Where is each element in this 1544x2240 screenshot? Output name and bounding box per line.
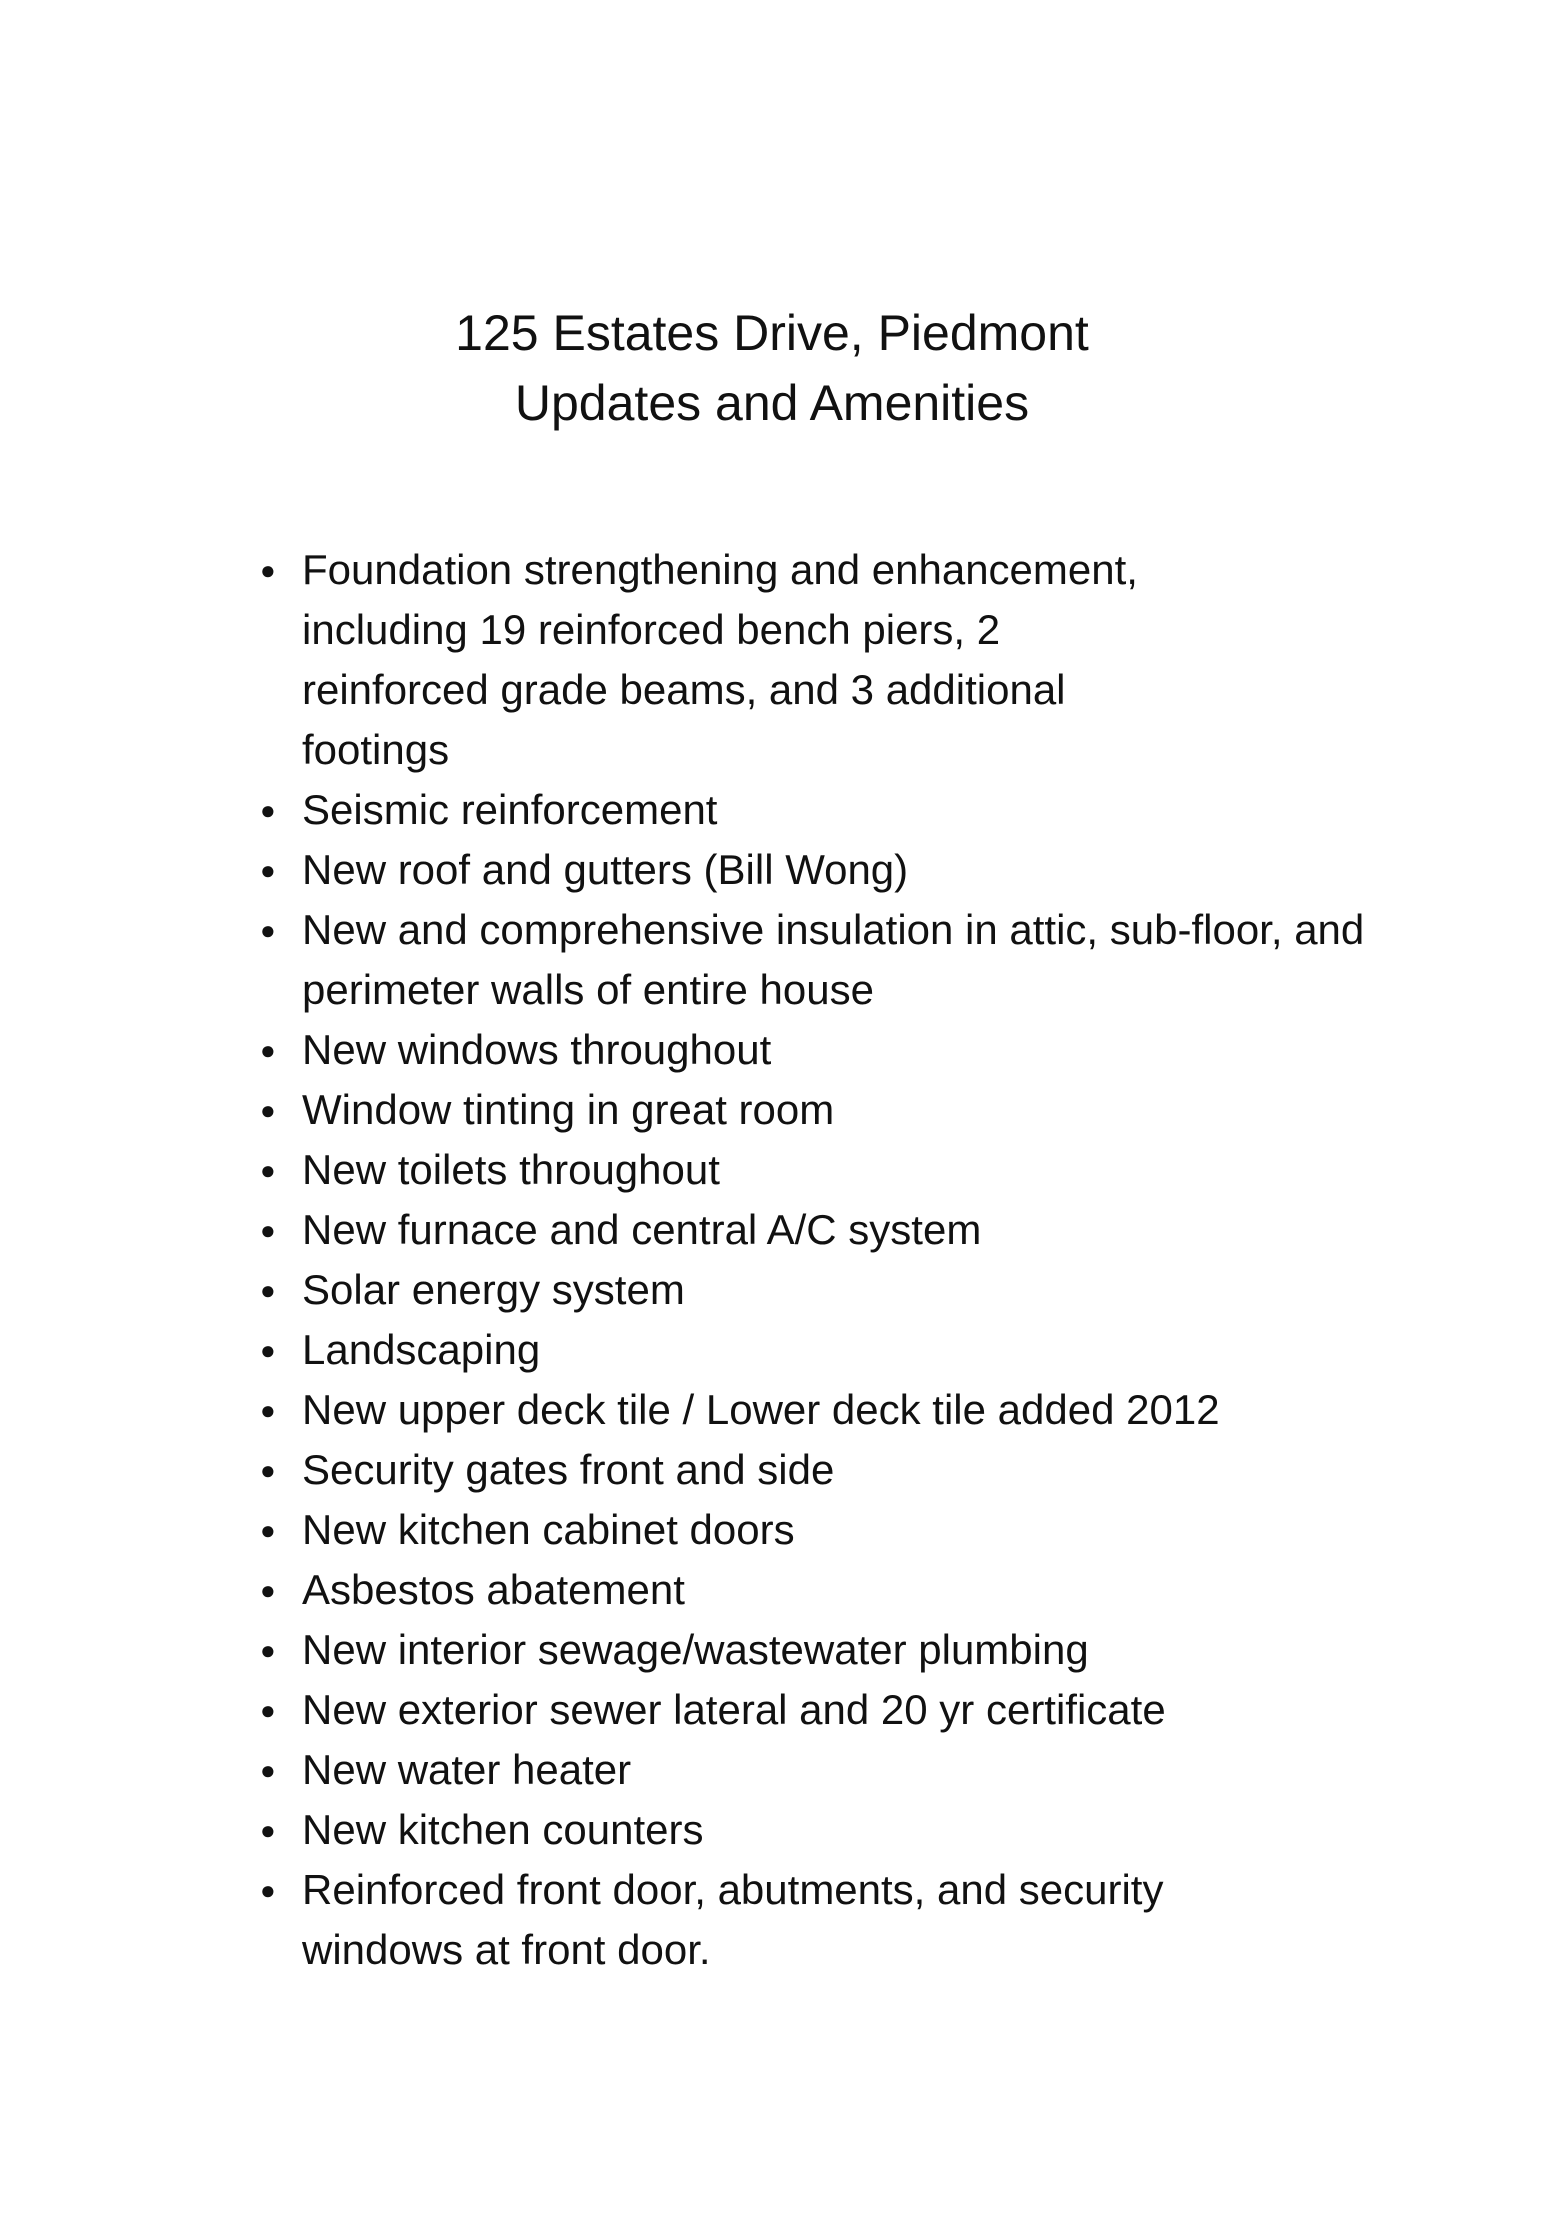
bullet-icon: ● <box>260 915 276 945</box>
bullet-icon: ● <box>260 1035 276 1065</box>
bullet-icon: ● <box>260 855 276 885</box>
list-item <box>255 1620 1395 1680</box>
bullet-icon: ● <box>260 1815 276 1845</box>
bullet-icon: ● <box>260 1275 276 1305</box>
list-item-text: Security gates front and side <box>302 1446 835 1493</box>
bullet-icon: ● <box>260 1335 276 1365</box>
bullet-icon: ● <box>260 555 276 585</box>
bullet-icon: ● <box>260 1875 276 1905</box>
list-item-text: New roof and gutters (Bill Wong) <box>302 846 909 893</box>
amenities-list <box>255 540 1395 1980</box>
list-item-text: New kitchen cabinet doors <box>302 1506 795 1553</box>
list-item <box>255 1740 1395 1800</box>
bullet-icon: ● <box>260 1695 276 1725</box>
list-item-text: Asbestos abatement <box>302 1566 685 1613</box>
list-item-text: New and comprehensive insulation in attic, sub-floor, and perimeter walls of entire house <box>302 906 1365 1013</box>
list-item-text: Landscaping <box>302 1326 541 1373</box>
bullet-icon: ● <box>260 1095 276 1125</box>
list-item-text: New windows throughout <box>302 1026 772 1073</box>
list-item <box>255 1500 1395 1560</box>
bullet-icon: ● <box>260 1755 276 1785</box>
document-title <box>0 298 1544 438</box>
list-item <box>255 1080 1395 1140</box>
list-item-text: Reinforced front door, abutments, and security windows at front door. <box>302 1866 1164 1973</box>
list-item-text: New water heater <box>302 1746 632 1793</box>
list-item-text: Solar energy system <box>302 1266 685 1313</box>
list-item <box>255 780 1395 840</box>
bullet-icon: ● <box>260 1515 276 1545</box>
title-subtitle: Updates and Amenities <box>514 375 1030 431</box>
list-item <box>255 840 1395 900</box>
list-item-text: Foundation strengthening and enhancement, including 19 reinforced bench piers, 2 reinforced grade beams, and 3 additional footings <box>302 546 1138 773</box>
bullet-icon: ● <box>260 795 276 825</box>
bullet-icon: ● <box>260 1575 276 1605</box>
list-item-text: Window tinting in great room <box>302 1086 835 1133</box>
list-item <box>255 540 1395 780</box>
list-item <box>255 1320 1395 1380</box>
list-item <box>255 1140 1395 1200</box>
list-item-text: New toilets throughout <box>302 1146 720 1193</box>
bullet-icon: ● <box>260 1635 276 1665</box>
list-item-text: New upper deck tile / Lower deck tile added 2012 <box>302 1386 1220 1433</box>
list-item-text: Seismic reinforcement <box>302 786 718 833</box>
bullet-icon: ● <box>260 1155 276 1185</box>
list-item-text: New furnace and central A/C system <box>302 1206 982 1253</box>
list-item <box>255 1560 1395 1620</box>
list-item <box>255 1200 1395 1260</box>
list-item <box>255 1680 1395 1740</box>
list-item <box>255 1860 1395 1980</box>
bullet-icon: ● <box>260 1455 276 1485</box>
bullet-icon: ● <box>260 1395 276 1425</box>
list-item-text: New kitchen counters <box>302 1806 704 1853</box>
bullet-icon: ● <box>260 1215 276 1245</box>
list-item <box>255 1440 1395 1500</box>
list-item <box>255 1380 1395 1440</box>
title-address: 125 Estates Drive, Piedmont <box>455 305 1089 361</box>
list-item <box>255 900 1395 1020</box>
list-item <box>255 1800 1395 1860</box>
list-item-text: New exterior sewer lateral and 20 yr certificate <box>302 1686 1166 1733</box>
list-item <box>255 1020 1395 1080</box>
list-item <box>255 1260 1395 1320</box>
list-item-text: New interior sewage/wastewater plumbing <box>302 1626 1089 1673</box>
